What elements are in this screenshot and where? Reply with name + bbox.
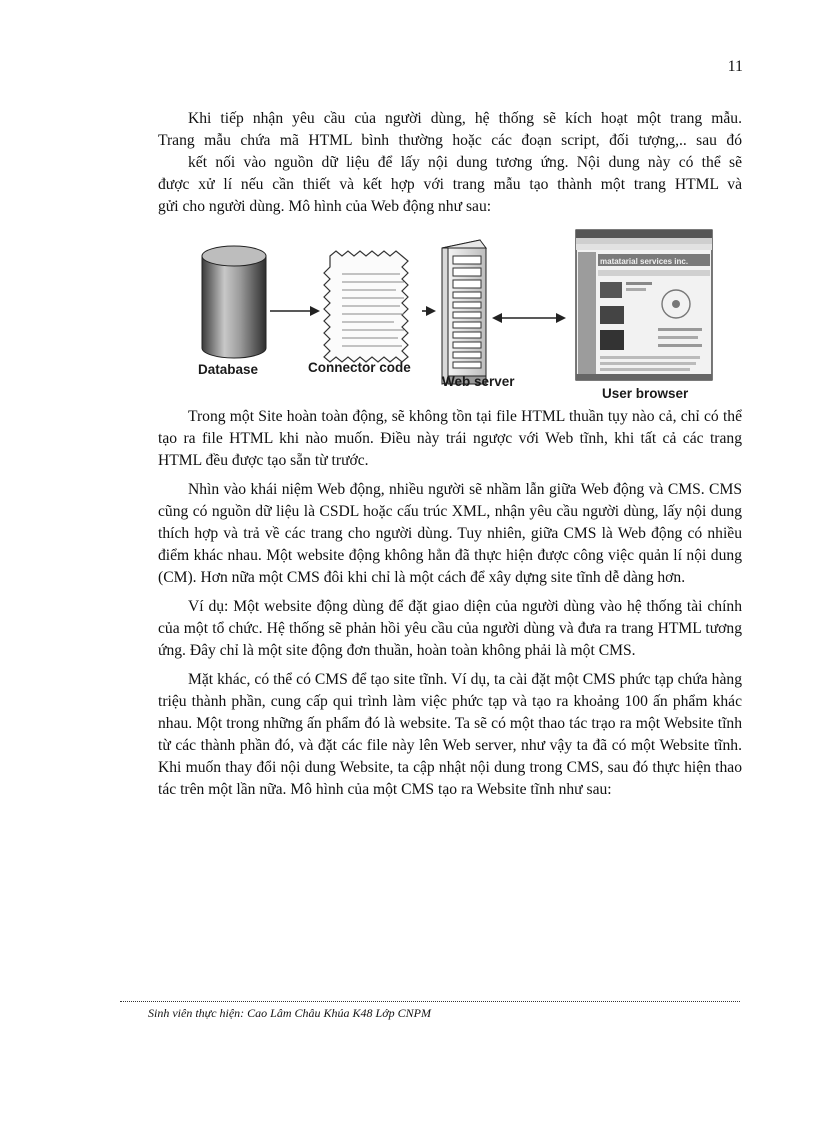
arrow-database-connector <box>270 306 320 316</box>
web-server-label: Web server <box>442 374 515 389</box>
paragraph-static-dynamic: Trong một Site hoàn toàn động, sẽ không tồn tại file HTML thuần tụy nào cả, chỉ có thể tạo ra file HTML khi nào muốn. Điều này trái ngược với Web tĩnh, khi tất cả các trang HTML đều được tạo sẵn từ trước. <box>158 408 742 469</box>
footer-divider <box>120 1001 740 1002</box>
connector-code-icon <box>324 251 408 362</box>
paragraph-cms-vs-dynamic: Nhìn vào khái niệm Web động, nhiều người sẽ nhầm lẫn giữa Web động và CMS. CMS cũng có nguồn dữ liệu là CSDL hoặc cấu trúc XML, nhận yêu cầu người dùng, lấy nội dung thích hợp và trả về các trang cho người dùng. Tuy nhiên, giữa CMS là Web động có nhiều điểm khác nhau. Một website động không hẳn đã thực hiện được công việc quản lí nội dung (CM). Hơn nữa một CMS đôi khi chỉ là một cách để xây dựng site tĩnh dễ dàng hơn. <box>158 481 742 586</box>
arrow-server-browser <box>492 313 566 323</box>
web-server-icon <box>442 240 486 384</box>
connector-code-label: Connector code <box>308 360 411 375</box>
page-number: 11 <box>727 58 743 75</box>
web-dynamic-diagram <box>190 226 720 404</box>
arrow-connector-server <box>422 306 436 316</box>
paragraph-cms-static-site: Mặt khác, có thể có CMS để tạo site tĩnh. Ví dụ, ta cài đặt một CMS phức tạp chứa hàng triệu thành phần, cung cấp qui trình làm việc phức tạp và tạo ra khoảng 100 ấn phẩm khác nhau. Một trong những ấn phẩm đó là website. Ta sẽ có một thao tác trạo ra một Website tĩnh từ các thành phần đó, và đặt các file này lên Web server, như vậy ta đã có một Website tĩnh. Khi muốn thay đổi nội dung Website, ta cập nhật nội dung trong CMS, sau đó thực hiện thao tác trên một lần nữa. Mô hình của một CMS tạo ra Website tĩnh như sau: <box>158 671 742 798</box>
database-label: Database <box>198 362 259 377</box>
intro-line-3: kết nối vào nguồn dữ liệu để lấy nội dung tương ứng. Nội dung này có thể sẽ <box>188 154 742 171</box>
browser-banner-text: matatarial services inc. <box>600 257 689 266</box>
database-icon <box>202 246 266 358</box>
intro-line-5: gửi cho người dùng. Mô hình của Web động như sau: <box>158 198 492 215</box>
user-browser-label: User browser <box>602 386 689 401</box>
user-browser-icon <box>576 230 712 380</box>
body-text <box>158 406 742 808</box>
intro-line-4: được xử lí nếu cần thiết và kết hợp với trang mẫu tạo thành một trang HTML và <box>158 176 742 193</box>
intro-paragraph <box>158 108 742 218</box>
footer-author: Sinh viên thực hiện: Cao Lâm Châu Khúa K48 Lớp CNPM <box>148 1006 431 1020</box>
intro-line-1: Khi tiếp nhận yêu cầu của người dùng, hệ thống sẽ kích hoạt một trang mẫu. <box>188 110 742 127</box>
intro-line-2: Trang mẫu chứa mã HTML bình thường hoặc các đoạn script, đối tượng,.. sau đó <box>158 132 742 149</box>
paragraph-example-dynamic-site: Ví dụ: Một website động dùng để đặt giao diện của người dùng vào hệ thống tài chính của một tổ chức. Hệ thống sẽ phản hồi yêu cầu của người dùng và đưa ra trang HTML tương ứng. Đây chỉ là một site động đơn thuần, hoàn toàn không phải là một CMS. <box>158 598 742 659</box>
